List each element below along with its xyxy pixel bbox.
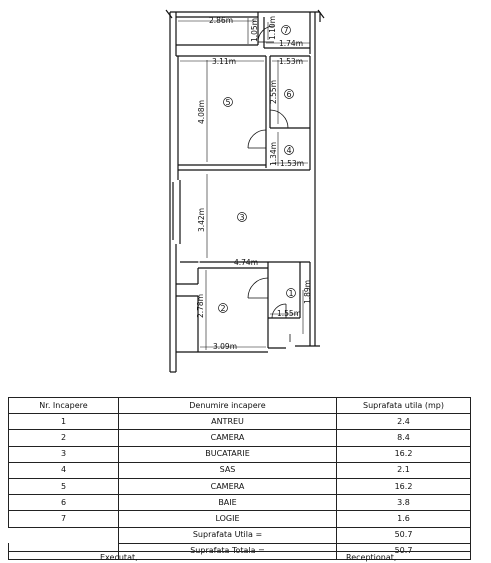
dim-top-room-height: 1.05m [250, 17, 259, 42]
header-nr: Nr. Incapere [9, 398, 119, 414]
executat-label: Executat, [100, 553, 138, 562]
doors [248, 26, 290, 342]
dim-bath-height: 2.55m [269, 79, 278, 104]
row-nr: 4 [9, 462, 119, 478]
receptionat-label: Receptionat, [346, 553, 397, 562]
dim-top-room-width: 2.86m [209, 16, 234, 25]
summary-label: Suprafata Utila = [119, 527, 337, 543]
dim-room5-height: 4.08m [197, 99, 206, 124]
room-number-1: 1 [288, 289, 294, 298]
table-row [9, 495, 471, 511]
row-area: 8.4 [337, 430, 471, 446]
table-row [9, 430, 471, 446]
table-row [9, 478, 471, 494]
room-number-3: 3 [239, 213, 245, 222]
row-nr: 3 [9, 446, 119, 462]
row-area: 2.4 [337, 414, 471, 430]
dim-sas-width: 1.53m [280, 159, 305, 168]
table-row [9, 446, 471, 462]
room-numbers [219, 26, 296, 313]
row-nr: 1 [9, 414, 119, 430]
dim-logia-height: 1.10m [268, 15, 277, 40]
dim-entry-height: 1.89m [303, 279, 312, 304]
dim-bath-width: 1.53m [279, 57, 304, 66]
summary-empty-cell [9, 527, 119, 543]
table-row [9, 414, 471, 430]
summary-row-utila [9, 527, 471, 543]
dim-kitchen-width: 4.74m [234, 258, 259, 267]
row-name: ANTREU [119, 414, 337, 430]
table-header-row [9, 398, 471, 414]
table-row [9, 511, 471, 527]
row-name: CAMERA [119, 430, 337, 446]
row-area: 16.2 [337, 478, 471, 494]
table-row [9, 462, 471, 478]
room-number-7: 7 [283, 26, 289, 35]
dim-sas-height: 1.34m [269, 141, 278, 166]
row-nr: 2 [9, 430, 119, 446]
room-number-6: 6 [286, 90, 292, 99]
row-name: BUCATARIE [119, 446, 337, 462]
row-area: 16.2 [337, 446, 471, 462]
summary-value: 50.7 [337, 543, 471, 559]
header-name: Denumire incapere [119, 398, 337, 414]
room-number-4: 4 [286, 146, 292, 155]
room-number-2: 2 [220, 304, 226, 313]
dim-entry-width: 1.55m [277, 309, 302, 318]
row-area: 2.1 [337, 462, 471, 478]
dim-room5-width: 3.11m [212, 57, 237, 66]
row-area: 3.8 [337, 495, 471, 511]
row-nr: 5 [9, 478, 119, 494]
summary-value: 50.7 [337, 527, 471, 543]
room-number-5: 5 [225, 98, 231, 107]
dim-room2-height: 2.78m [196, 293, 205, 318]
row-nr: 7 [9, 511, 119, 527]
dim-room2-width: 3.09m [213, 342, 238, 351]
rooms-table [8, 397, 471, 560]
row-name: SAS [119, 462, 337, 478]
summary-label: Suprafata Totala = [119, 543, 337, 559]
header-area: Suprafata utila (mp) [337, 398, 471, 414]
row-name: BAIE [119, 495, 337, 511]
dim-logia-width: 1.74m [279, 39, 304, 48]
row-nr: 6 [9, 495, 119, 511]
row-area: 1.6 [337, 511, 471, 527]
row-name: CAMERA [119, 478, 337, 494]
row-name: LOGIE [119, 511, 337, 527]
signature-line [8, 551, 470, 552]
dim-kitchen-height: 3.42m [197, 207, 206, 232]
